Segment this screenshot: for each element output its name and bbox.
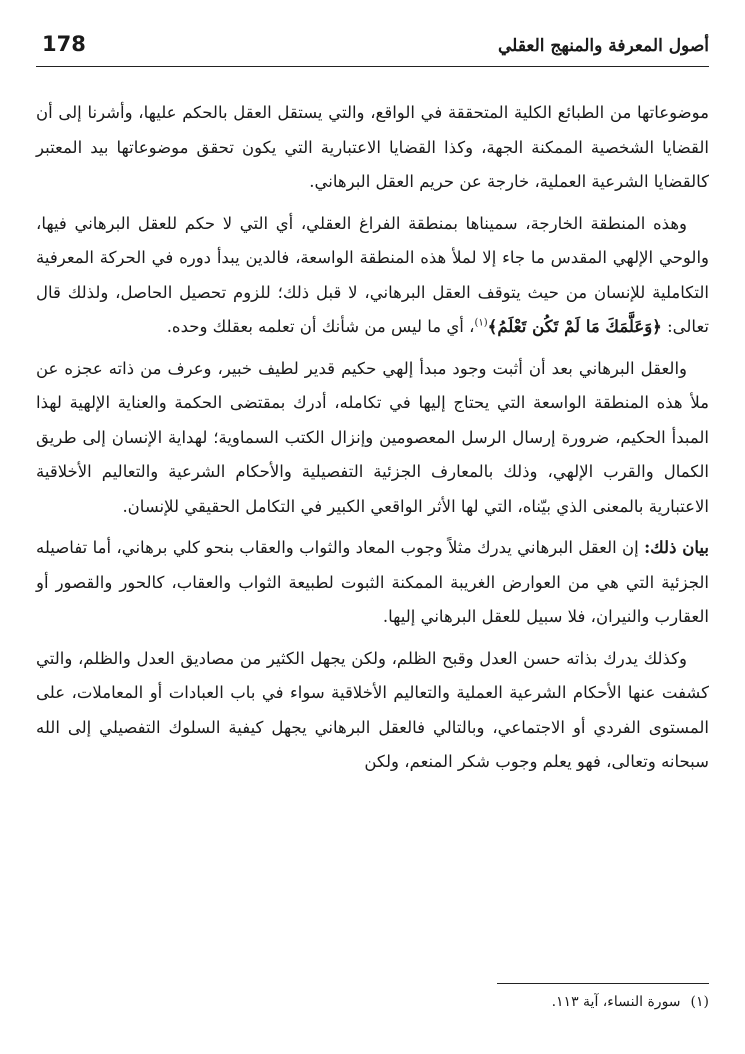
running-title: أصول المعرفة والمنهج العقلي xyxy=(498,36,709,56)
paragraph-5: وكذلك يدرك بذاته حسن العدل وقبح الظلم، ولكن يجهل الكثير من مصاديق العدل والظلم، والتي كشفت عنها الأحكام الشرعية العملية والتعاليم الأخلاقية سواء في باب العبادات أو المعاملات، على المستوى الفردي أو الاجتماعي، وبالتالي فالعقل البرهاني يجهل كيفية السلوك التفصيلي إلى الله سبحانه وتعالى، فهو يعلم وجوب شكر المنعم، ولكن xyxy=(36,648,709,771)
footnote-divider xyxy=(497,983,709,984)
paragraph-1: موضوعاتها من الطبائع الكلية المتحققة في الواقع، والتي يستقل العقل بالحكم عليها، وأشرنا إلى أن القضايا الشخصية الممكنة الجهة، وكذا القضايا الاعتبارية التي يكون تحقق موضوعاتها بيد المعتبر كالقضايا الشرعية العملية، خارجة عن حريم العقل البرهاني. xyxy=(36,103,709,191)
footnote-text: سورة النساء، آية ١١٣. xyxy=(551,994,681,1010)
paragraph-4-text: إن العقل البرهاني يدرك مثلاً وجوب المعاد والثواب والعقاب بنحو كلي برهاني، أما تفاصيله الجزئية التي هي من العوارض الغريبة الممكنة الثبوت لطبيعة الثواب والعقاب، كالحور والقصور أو العقارب والنيران، فلا سبيل للعقل البرهاني إليها. xyxy=(36,538,709,626)
page-header xyxy=(36,30,709,67)
paragraph-2-text-end: ، أي ما ليس من شأنك أن تعلمه بعقلك وحده. xyxy=(166,317,475,336)
paragraph-3: والعقل البرهاني بعد أن أثبت وجود مبدأ إلهي حكيم قدير لطيف خبير، وعرف من ذاته عجزه عن ملأ هذه المنطقة الواسعة التي يحتاج إليها في تكامله، أدرك بمقتضى الحكمة والعناية الإلهية لهذا المبدأ الحكيم، ضرورة إرسال الرسل المعصومين وإنزال الكتب السماوية؛ لهداية الإنسان إلى طريق الكمال والقرب الإلهي، وذلك بالمعارف الجزئية التفصيلية والأحكام الشرعية والتعاليم الأخلاقية الاعتبارية بالمعنى الذي بيّناه، التي لها الأثر الواقعي الكبير في التكامل الحقيقي للإنسان. xyxy=(36,358,709,516)
paragraph-4 xyxy=(36,531,709,635)
footnote-number: (١) xyxy=(690,994,709,1010)
footnote xyxy=(36,992,709,1012)
quran-verse: ﴿وَعَلَّمَكَ مَا لَمْ تَكُن تَعْلَمُ﴾ xyxy=(487,317,662,336)
paragraph-4-lead-in: بيان ذلك: xyxy=(644,538,709,557)
paragraph-2 xyxy=(36,207,709,345)
body-text xyxy=(36,96,709,787)
paragraph-2-text-start: وهذه المنطقة الخارجة، سميناها بمنطقة الفراغ العقلي، أي التي لا حكم للعقل البرهاني فيها، والوحي الإلهي المقدس ما جاء إلا لملأ هذه المنطقة الواسعة، فالدين يبدأ دوره في الحركة المعرفية التكاملية للإنسان من حيث يتوقف العقل البرهاني، لا قبل ذلك؛ للزوم تحصيل الحاصل، ولذلك قال تعالى: xyxy=(36,213,709,336)
footnote-reference: (١) xyxy=(474,317,488,329)
page-number: 178 xyxy=(42,32,86,56)
